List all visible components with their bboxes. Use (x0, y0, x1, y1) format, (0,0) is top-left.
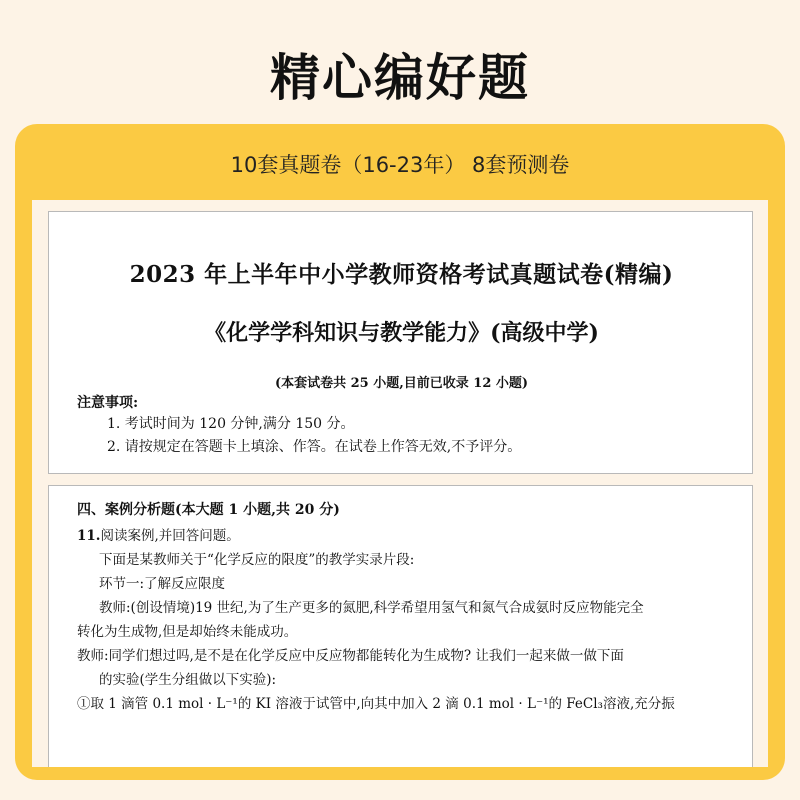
section-heading: 四、案例分析题(本大题 1 小题,共 20 分) (77, 502, 340, 518)
headline: 精心编好题 (270, 49, 530, 107)
exam-title: 2023 年上半年中小学教师资格考试真题试卷(精编) (129, 261, 674, 288)
subtitle: 10套真题卷（16-23年） 8套预测卷 (230, 153, 570, 177)
page-preview (32, 200, 768, 767)
question-text-line: 环节一:了解反应限度 (99, 576, 226, 592)
question-prompt: 阅读案例,并回答问题。 (100, 528, 240, 544)
question-line (77, 524, 240, 544)
case-question-panel (48, 485, 753, 767)
question-text-line: 教师:(创设情境)19 世纪,为了生产更多的氮肥,科学希望用氢气和氮气合成氨时反应物能完全 (99, 600, 644, 616)
exam-cover-panel (48, 211, 753, 474)
notice-heading: 注意事项: (77, 395, 139, 411)
question-text-line: 的实验(学生分组做以下实验): (99, 672, 277, 688)
question-text-line: 下面是某教师关于“化学反应的限度”的教学实录片段: (99, 552, 415, 568)
notice-item: 1. 考试时间为 120 分钟,满分 150 分。 (107, 416, 355, 432)
question-text-line: 转化为生成物,但是却始终未能成功。 (77, 624, 298, 640)
question-text-line: ①取 1 滴管 0.1 mol · L⁻¹的 KI 溶液于试管中,向其中加入 2 滴 0.1 mol · L⁻¹的 FeCl₃溶液,充分振 (77, 696, 675, 712)
exam-count-note: (本套试卷共 25 小题,目前已收录 12 小题) (274, 376, 529, 391)
notice-item: 2. 请按规定在答题卡上填涂、作答。在试卷上作答无效,不予评分。 (107, 439, 522, 455)
exam-subject: 《化学学科知识与教学能力》(高级中学) (204, 320, 599, 346)
question-text-line: 教师:同学们想过吗,是不是在化学反应中反应物都能转化为生成物? 让我们一起来做一做下面 (77, 648, 624, 664)
yellow-frame (15, 124, 785, 780)
question-number: 11. (77, 528, 101, 544)
